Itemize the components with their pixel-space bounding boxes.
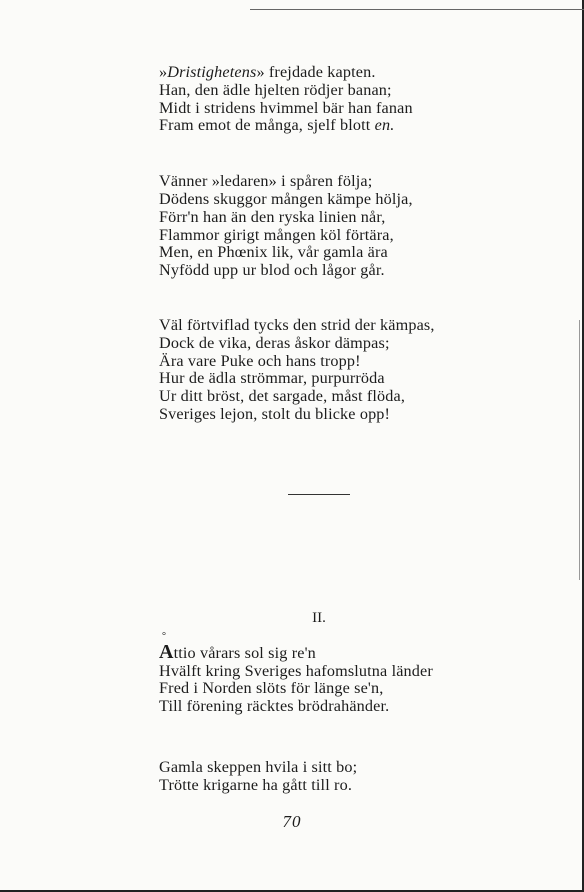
verse-line-rest: ttio vårars sol sig re'n: [173, 643, 316, 662]
verse-line: Hvälft kring Sveriges hafomslutna länder: [159, 661, 433, 680]
verse-line: Sveriges lejon, stolt du blicke opp!: [159, 404, 391, 423]
verse-line: Hur de ädla strömmar, purpurröda: [159, 369, 385, 388]
italic-word: Dristighetens: [167, 63, 257, 81]
section-gap: [159, 627, 559, 644]
dropcap-ring: °: [162, 630, 167, 642]
verse-line: Han, den ädle hjelten rödjer banan;: [159, 80, 392, 99]
stanza-4: [159, 630, 559, 716]
verse-line: Men, en Phœnix lik, vår gamla ära: [159, 243, 388, 262]
stanza-1: [159, 64, 559, 135]
top-edge-rule: [250, 9, 584, 10]
verse-line: Flammor girigt mången köl förtära,: [159, 225, 394, 244]
verse-line: Vänner »ledaren» i spåren följa;: [159, 172, 373, 191]
poem-text: [159, 64, 559, 795]
page-number: 70: [282, 812, 302, 831]
verse-line: Midt i stridens hvimmel bär han fanan: [159, 98, 413, 117]
dropcap: [159, 630, 174, 663]
stanza-gap: [159, 280, 559, 317]
verse-line: [159, 630, 559, 663]
verse-line: Fred i Norden slöts för länge se'n,: [159, 679, 384, 698]
verse-line-rest: » frejdade kapten.: [256, 63, 376, 81]
verse-line: [159, 64, 559, 82]
verse-line-start: Fram emot de många, sjelf blott: [159, 116, 375, 135]
stanza-5: [159, 759, 559, 795]
quote-mark: »: [159, 63, 168, 81]
verse-line: Förr'n han än den ryska linien når,: [159, 207, 386, 226]
verse-line: [159, 117, 559, 135]
dropcap-letter: A: [159, 640, 174, 663]
verse-line: Nyfödd upp ur blod och lågor går.: [159, 261, 385, 280]
stanza-3: [159, 317, 559, 424]
verse-line: Ur ditt bröst, det sargade, måst flöda,: [159, 387, 406, 406]
section-divider: [288, 494, 350, 495]
right-edge-mark: [579, 320, 580, 580]
stanza-gap: [159, 135, 559, 173]
italic-word: en.: [374, 116, 395, 135]
section-number: II.: [312, 609, 326, 626]
verse-line: Ära vare Puke och hans tropp!: [159, 351, 361, 370]
verse-line: Väl förtviflad tycks den strid der kämpas,: [159, 315, 435, 334]
stanza-2: [159, 173, 559, 280]
verse-line: Dödens skuggor mången kämpe hölja,: [159, 189, 413, 208]
verse-line: Dock de vika, deras åskor dämpas;: [159, 333, 390, 352]
stanza-gap: [159, 716, 559, 759]
verse-line: Gamla skeppen hvila i sitt bo;: [159, 757, 358, 776]
verse-line: Till förening räcktes brödrahänder.: [159, 697, 390, 716]
verse-line: Trötte krigarne ha gått till ro.: [159, 775, 353, 794]
